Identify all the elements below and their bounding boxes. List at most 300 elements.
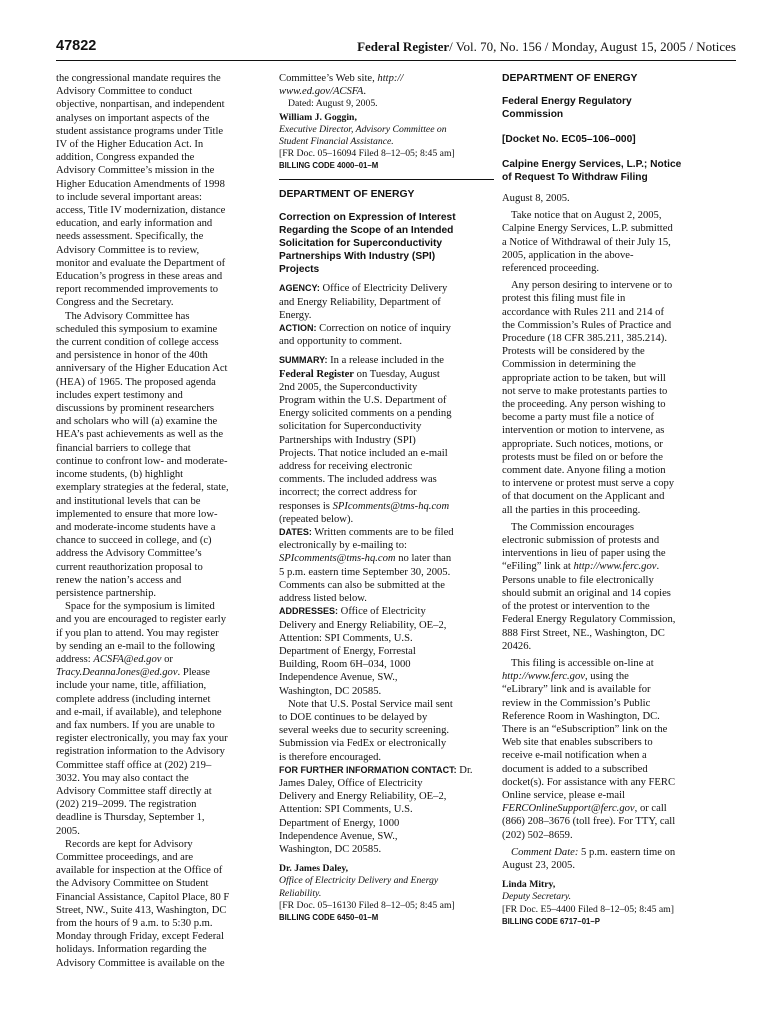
text-line (56, 745, 270, 758)
text-line (56, 323, 270, 336)
notice-title-line: Correction on Expression of Interest (279, 212, 456, 224)
text-line (56, 666, 270, 679)
action-text: and opportunity to comment. (279, 336, 402, 348)
agency-heading: DEPARTMENT OF ENERGY (279, 189, 415, 201)
text-line (56, 864, 270, 877)
text-line (56, 244, 270, 257)
agency-text: Office of Electricity Delivery (319, 283, 448, 295)
text-run: renew the nation’s access and (56, 574, 182, 586)
text-line (56, 495, 270, 508)
text-run: Advisory Committee is to review, (56, 244, 200, 256)
text-line (279, 85, 494, 98)
text-run: referenced proceeding. (502, 263, 600, 275)
text-run: Higher Education Amendments of 1998 (56, 178, 225, 190)
text-run: register electronically, you may fax your (56, 733, 228, 745)
text-line (502, 464, 716, 477)
page-number: 47822 (56, 38, 97, 54)
text-run: electronic submission of protests and (502, 535, 660, 547)
text-line (502, 372, 716, 385)
notice-title-line: Projects (279, 264, 320, 276)
column-1 (56, 72, 270, 970)
italic-run: FERCOnlineSupport@ferc.gov (502, 803, 635, 815)
text-line (502, 345, 716, 358)
text-line (279, 645, 494, 658)
text-line (56, 112, 270, 125)
text-run: Independence Avenue, SW., (279, 830, 398, 842)
text-run: chance to succeed in college, and (c) (56, 535, 212, 547)
text-run: (202) 502–8659. (502, 829, 573, 841)
italic-run: SPIcomments@tms-hq.com (279, 553, 396, 565)
text-line (56, 772, 270, 785)
text-run: of the protest or intervention to the (502, 601, 650, 613)
text-run: Calpine Energy Services, L.P. submitted (502, 223, 673, 235)
text-line (502, 222, 716, 235)
text-run: include your name, title, affiliation, (56, 680, 207, 692)
text-line (502, 262, 716, 275)
text-run: protests must be filed on or before the (502, 451, 663, 463)
text-line (502, 332, 716, 345)
text-run: the Advisory Committee on Student (56, 878, 209, 890)
text-run: Advisory Committee to conduct (56, 86, 193, 98)
text-run: Persons unable to file electronically (502, 574, 654, 586)
subagency-line: Federal Energy Regulatory (502, 96, 632, 107)
text-run: document is added to a subscribed (502, 763, 648, 775)
text-line (56, 178, 270, 191)
text-run: Independence Avenue, SW., (279, 672, 398, 684)
notice-date: August 8, 2005. (502, 193, 570, 204)
text-line (279, 486, 494, 499)
text-run: deadline is Thursday, September 1, (56, 812, 205, 824)
text-run: Department of Energy, Forrestal (279, 645, 416, 657)
action-text: Correction on notice of inquiry (316, 323, 451, 335)
text-line (502, 600, 716, 613)
text-line (502, 490, 716, 503)
text-run: report recommended improvements to (56, 284, 219, 296)
text-line (56, 811, 270, 824)
text-line (279, 539, 494, 552)
text-line (56, 151, 270, 164)
text-run: responses is (279, 500, 333, 512)
italic-run: www.ed.gov/ACSFA (279, 86, 364, 98)
text-line (279, 513, 494, 526)
signer-name: Linda Mitry, (502, 879, 556, 891)
text-line (279, 817, 494, 830)
text-line (279, 434, 494, 447)
text-run: The Commission encourages (511, 521, 634, 533)
text-run: incorrect; the correct address for (279, 487, 417, 499)
page-header (56, 38, 736, 58)
text-run: current reauthorization proposal to (56, 561, 203, 573)
agency-text: Energy. (279, 309, 312, 321)
text-line (279, 711, 494, 724)
column-2 (279, 72, 494, 923)
text-run: intervention or motion to intervene, as (502, 425, 665, 437)
text-line (56, 138, 270, 151)
text-line (56, 891, 270, 904)
text-run: This filing is accessible on-line at (511, 657, 654, 669)
text-run: Reference Room in Washington, DC. (502, 710, 660, 722)
text-line (56, 877, 270, 890)
text-run: to DOE continues to be delayed by (279, 711, 428, 723)
text-run: objective, nonpartisan, and independent (56, 99, 225, 111)
text-line (502, 411, 716, 424)
text-line (56, 349, 270, 362)
text-run: or (161, 653, 173, 665)
column-3 (502, 72, 716, 927)
text-run: become a party must file a notice of (502, 412, 655, 424)
text-run: Congress and the Secretary. (56, 297, 174, 309)
text-run: Advisory Committee staff directly at (56, 785, 212, 797)
text-run: registration information to the Advisory (56, 746, 225, 758)
text-run: accordance with Rules 211 and 214 of (502, 306, 664, 318)
text-run: exemplary strategies at the federal, state, (56, 482, 229, 494)
text-run: and you are encouraged to register early (56, 614, 227, 626)
text-line (279, 72, 494, 85)
text-line (56, 296, 270, 309)
text-run: Program within the U.S. Department of (279, 395, 447, 407)
text-line (56, 217, 270, 230)
text-run: (repeated below). (279, 513, 354, 525)
text-line (279, 500, 494, 513)
text-run: persistence partnership. (56, 587, 157, 599)
text-line (56, 230, 270, 243)
italic-run: Tracy.DeannaJones@ed.gov (56, 667, 178, 679)
summary-section (279, 354, 494, 526)
text-run: and persistence in honor of the 40th (56, 350, 208, 362)
billing-code: BILLING CODE 6717–01–P (502, 916, 600, 926)
text-run: receive e-mail notification when a (502, 750, 647, 762)
text-line (279, 777, 494, 790)
text-line (279, 724, 494, 737)
notice-title-line: Solicitation for Superconductivity (279, 238, 443, 250)
text-run: needs assessment. Specifically, the (56, 231, 204, 243)
text-line (279, 605, 494, 618)
text-run: and institutional levels that can be (56, 495, 201, 507)
italic-run: http://www.ferc.gov (573, 561, 657, 573)
text-run: implemented to ensure that more low- (56, 508, 218, 520)
text-line (56, 310, 270, 323)
signer-title-line-1: Executive Director, Advisory Committee on (279, 123, 447, 135)
text-run: HEA’s past achievements as well as the (56, 429, 224, 441)
text-run: Dr. (456, 764, 473, 776)
text-run: 3032. You may also contact the (56, 772, 189, 784)
text-run: the proceeding. Any person wishing to (502, 399, 666, 411)
text-run: . Please (177, 667, 210, 679)
text-run: analyses on important aspects of the (56, 112, 210, 124)
text-line (56, 785, 270, 798)
section-label: DATES: (279, 527, 312, 538)
text-run: Washington, DC 20585. (279, 843, 382, 855)
text-line (279, 420, 494, 433)
text-run: Written comments are to be filed (311, 527, 454, 539)
text-line (56, 679, 270, 692)
text-line (502, 587, 716, 600)
text-line (279, 619, 494, 632)
text-line (56, 547, 270, 560)
dates-section (279, 526, 494, 605)
text-run: Advisory Committee is available on the (56, 957, 225, 969)
text-run: , using the (584, 671, 629, 683)
italic-run: http:// (377, 73, 404, 84)
text-run: Advisory Committee’s mission in the (56, 165, 215, 177)
text-line (279, 843, 494, 856)
italic-run: Comment Date: (511, 846, 579, 858)
text-line (279, 552, 494, 565)
text-line (502, 859, 716, 872)
text-run: 2005, application in the above- (502, 249, 634, 261)
text-run: Federal Energy Regulatory Commission, (502, 614, 676, 626)
text-line (502, 398, 716, 411)
text-line (502, 358, 716, 371)
text-line (56, 943, 270, 956)
text-line (56, 468, 270, 481)
text-run: of that document on the Applicant and (502, 491, 665, 503)
text-run: Committee’s Web site, (279, 73, 378, 84)
text-line (279, 685, 494, 698)
agency-text: and Energy Reliability, Department of (279, 296, 441, 308)
addresses-section (279, 605, 494, 763)
text-line (56, 376, 270, 389)
text-run: Protests will be considered by the (502, 346, 645, 358)
text-line (56, 627, 270, 640)
text-run: income students, (b) highlight (56, 469, 184, 481)
text-line (502, 451, 716, 464)
text-line (279, 592, 494, 605)
text-run: Building, Room 6H–034, 1000 (279, 659, 411, 671)
text-run: addition, Congress expanded the (56, 152, 195, 164)
text-line (279, 460, 494, 473)
publication-name: Federal Register (357, 39, 450, 54)
text-run: Note that U.S. Postal Service mail sent (288, 698, 453, 710)
action-label: ACTION: (279, 323, 317, 334)
text-run: protest this filing must file in (502, 293, 626, 305)
text-line (502, 657, 716, 670)
section-label: SUMMARY: (279, 355, 328, 366)
text-run: In a release included in the (327, 355, 444, 367)
text-line (502, 815, 716, 828)
text-line (502, 683, 716, 696)
text-line (502, 846, 716, 859)
text-run: , or call (634, 803, 667, 815)
text-line (279, 354, 494, 367)
text-run: address for receiving electronic (279, 461, 413, 473)
text-run: all the parties in this proceeding. (502, 504, 641, 516)
text-run: address the Advisory Committee’s (56, 548, 202, 560)
text-line (502, 829, 716, 842)
text-line (502, 723, 716, 736)
text-line (279, 737, 494, 750)
text-run: holidays. Information regarding the (56, 944, 207, 956)
text-line (56, 455, 270, 468)
agency-paragraph (279, 282, 494, 295)
text-run: address: (56, 653, 94, 665)
text-line (56, 534, 270, 547)
signer-title: Deputy Secretary. (502, 891, 572, 903)
text-run: Records are kept for Advisory (65, 838, 193, 850)
text-run: “eFiling” link at (502, 561, 574, 573)
text-run: (866) 208–3676 (toll free). For TTY, call (502, 816, 676, 828)
text-run: 2nd 2005, the Superconductivity (279, 381, 418, 393)
text-line (56, 442, 270, 455)
text-line (56, 270, 270, 283)
text-run: Online service, please e-mail (502, 789, 625, 801)
text-run: Web site that enables subscribers to (502, 737, 653, 749)
text-line (502, 710, 716, 723)
text-line (502, 236, 716, 249)
text-run: and scholars who will (a) examine the (56, 416, 218, 428)
text-line (502, 477, 716, 490)
text-line (56, 600, 270, 613)
text-line (279, 381, 494, 394)
text-line (502, 385, 716, 398)
text-line (56, 257, 270, 270)
text-line (56, 719, 270, 732)
advisory-committee-notice-text (56, 72, 270, 970)
fr-doc-line: [FR Doc. E5–4400 Filed 8–12–05; 8:45 am] (502, 903, 674, 915)
text-line (502, 574, 716, 587)
text-run: “eLibrary” link and is available for (502, 684, 651, 696)
text-line (502, 279, 716, 292)
notice-title-line: Calpine Energy Services, L.P.; Notice (502, 159, 682, 170)
text-run: complete address (including internet (56, 693, 211, 705)
text-run: Education’s progress in these areas and (56, 271, 223, 283)
text-run: if you plan to attend. You may register (56, 627, 219, 639)
signer-name: Dr. James Daley, (279, 863, 349, 875)
signer-name: William J. Goggin, (279, 111, 357, 123)
text-line (502, 736, 716, 749)
section-label: FOR FURTHER INFORMATION CONTACT: (279, 764, 457, 775)
text-line (56, 587, 270, 600)
text-run: . (363, 86, 367, 98)
text-run: and e-mail, if available), and telephone (56, 706, 222, 718)
text-run: to intervene or protest must serve a copy (502, 478, 675, 490)
text-line (56, 732, 270, 745)
text-line (502, 670, 716, 683)
text-run: includes expert testimony and (56, 389, 183, 401)
notice-title-line: Partnerships With Industry (SPI) (279, 251, 436, 263)
text-line (56, 428, 270, 441)
text-line (502, 749, 716, 762)
advisory-notice-continuation (279, 72, 494, 98)
text-line (56, 759, 270, 772)
text-line (56, 561, 270, 574)
text-run: Partnerships with Industry (SPI) (279, 434, 416, 446)
text-run: Energy solicited comments on a pending (279, 408, 452, 420)
text-run: 20426. (502, 640, 532, 652)
signer-title-line-1: Office of Electricity Delivery and Energy (279, 875, 439, 887)
signer-title-line-2: Reliability. (279, 887, 322, 899)
text-line (279, 473, 494, 486)
text-line (56, 574, 270, 587)
text-line (502, 613, 716, 626)
contact-section (279, 764, 494, 856)
notice-title-line: Regarding the Scope of an Intended (279, 225, 454, 237)
notice-title (279, 211, 494, 276)
fr-doc-line: [FR Doc. 05–16130 Filed 8–12–05; 8:45 am] (279, 899, 455, 911)
text-run: Delivery and Energy Reliability, OE–2, (279, 619, 447, 631)
text-line (56, 98, 270, 111)
text-line (56, 917, 270, 930)
text-line (56, 693, 270, 706)
italic-run: ACSFA@ed.gov (93, 653, 162, 665)
text-line (279, 566, 494, 579)
text-run: discussions by prominent researchers (56, 403, 214, 415)
text-line (502, 504, 716, 517)
text-line (502, 640, 716, 653)
text-line (502, 789, 716, 802)
text-run: Procedure (18 CFR 385.211, 385.214). (502, 333, 667, 345)
text-line (56, 85, 270, 98)
text-line (502, 763, 716, 776)
text-run: comment date. Anyone filing a motion (502, 465, 666, 477)
text-run: interventions in lieu of paper using the (502, 548, 666, 560)
text-line (56, 362, 270, 375)
text-line (56, 336, 270, 349)
text-run: access, Title IV modernization, distance (56, 205, 226, 217)
text-run: continue to confront low- and moderate- (56, 455, 228, 467)
text-line (502, 306, 716, 319)
text-run: and moderate-income students have a (56, 521, 216, 533)
text-line (56, 72, 270, 85)
text-run: Delivery and Energy Reliability, OE–2, (279, 791, 447, 803)
text-line (279, 368, 494, 381)
issue-citation: / Vol. 70, No. 156 / Monday, August 15, 2005 / Notices (449, 39, 736, 54)
docket-number: [Docket No. EC05–106–000] (502, 134, 636, 145)
text-line (56, 125, 270, 138)
text-line (279, 830, 494, 843)
text-run: 2005. (56, 825, 80, 837)
text-run: available for inspection at the Office of (56, 865, 223, 877)
text-run: There is an “eSubscription” link on the (502, 723, 668, 735)
text-run: on Tuesday, August (354, 368, 440, 380)
text-line (56, 851, 270, 864)
italic-run: http://www.ferc.gov (502, 671, 585, 683)
notice-title-line: of Request To Withdraw Filing (502, 172, 648, 183)
text-line (502, 534, 716, 547)
text-run: appropriate action to be taken, but will (502, 372, 666, 384)
text-line (502, 249, 716, 262)
text-run: (HEA) of 1965. The proposed agenda (56, 376, 216, 388)
bold-run: Federal Register (279, 368, 355, 380)
text-line (279, 751, 494, 764)
text-run: Committee proceedings, and are (56, 851, 194, 863)
text-run: review in the Commission’s Public (502, 697, 651, 709)
text-run: by sending an e-mail to the following (56, 640, 215, 652)
text-run: Attention: SPI Comments, U.S. (279, 804, 413, 816)
action-paragraph (279, 322, 494, 335)
text-run: Submission via FedEx or electronically (279, 738, 447, 750)
text-run: . (656, 561, 660, 573)
fr-doc-line: [FR Doc. 05–16094 Filed 8–12–05; 8:45 am] (279, 148, 455, 160)
text-run: education, and early information and (56, 218, 213, 230)
text-line (502, 776, 716, 789)
text-run: IV of the Higher Education Act. In (56, 139, 204, 151)
text-run: a Notice of Withdrawal of their July 15, (502, 236, 671, 248)
text-run: the congressional mandate requires the (56, 73, 221, 84)
text-run: Office of Electricity (338, 606, 426, 618)
text-line (279, 658, 494, 671)
text-line (279, 407, 494, 420)
text-line (56, 481, 270, 494)
text-line (502, 438, 716, 451)
text-line (56, 508, 270, 521)
text-run: scheduled this symposium to examine (56, 323, 218, 335)
text-line (56, 613, 270, 626)
text-run: address listed below. (279, 593, 367, 605)
text-run: Attention: SPI Comments, U.S. (279, 632, 413, 644)
text-run: Monday through Friday, except Federal (56, 931, 224, 943)
text-line (279, 764, 494, 777)
